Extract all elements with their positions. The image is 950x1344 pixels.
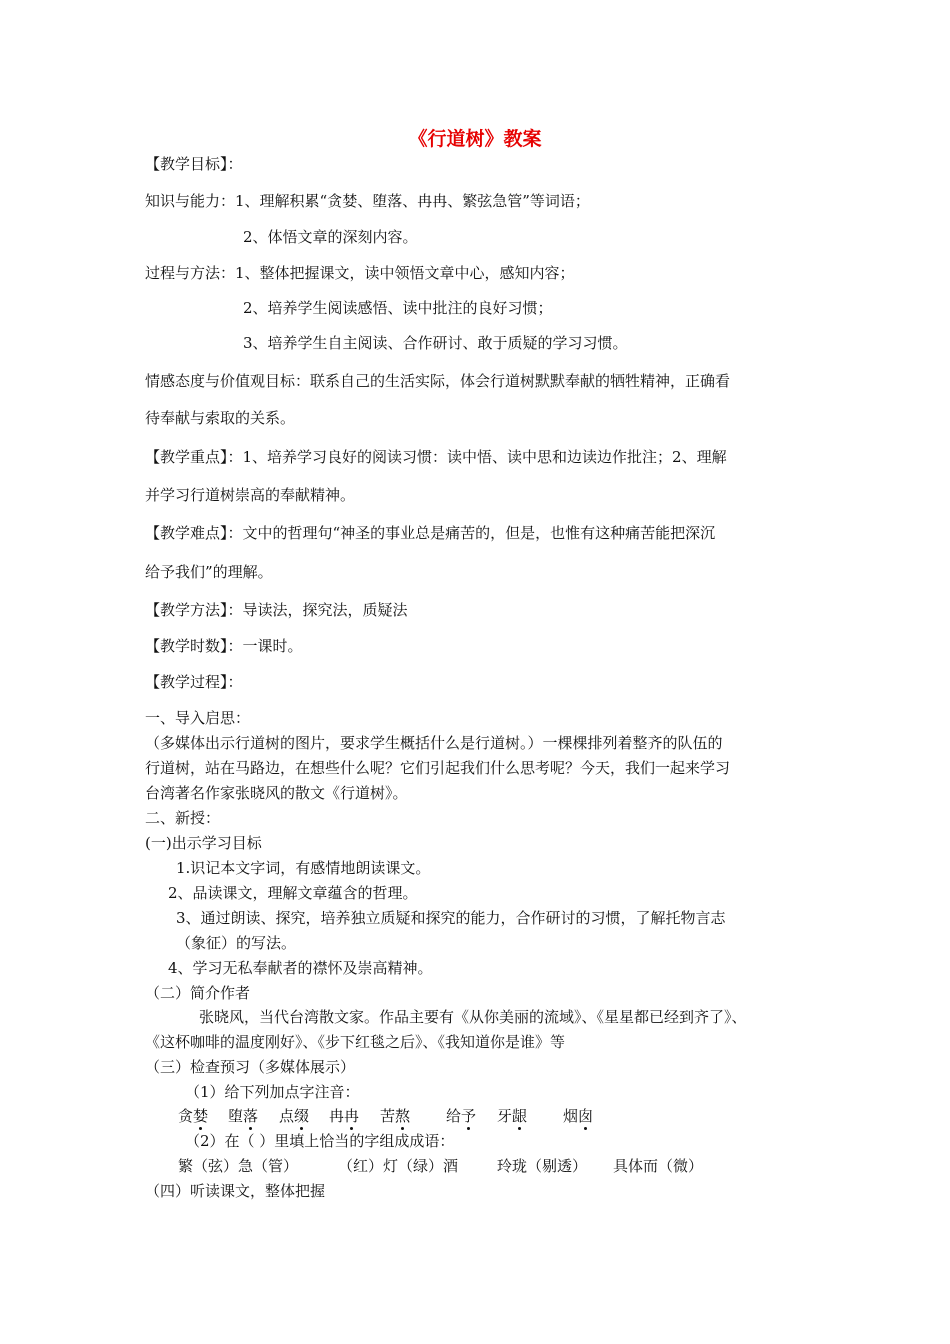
emotion-goal-line-1: 情感态度与价值观目标：联系自己的生活实际，体会行道树默默奉献的牺牲精神，正确看	[145, 372, 731, 390]
pinyin-word: 贪 婪	[178, 1107, 209, 1125]
learning-goal-4: 4、学习无私奉献者的襟怀及崇高精神。	[168, 959, 433, 977]
difficulty-line-1: 【教学难点】：文中的哲理句“神圣的事业总是痛苦的，但是，也惟有这种痛苦能把深沉	[145, 524, 716, 542]
idiom-2: （红）灯（绿）酒	[338, 1157, 459, 1175]
listen-reading-heading: （四）听读课文，整体把握	[145, 1182, 326, 1200]
process-method-line-2: 2、培养学生阅读感悟、读中批注的良好习惯；	[243, 299, 553, 317]
intro-paragraph-line-1: （多媒体出示行道树的图片，要求学生概括什么是行道树。）一棵棵排列着整齐的队伍的	[145, 734, 723, 752]
idiom-4: 具体而（微）	[613, 1157, 704, 1175]
idiom-3: 玲珑（剔透）	[497, 1157, 588, 1175]
pinyin-word: 牙 龈	[497, 1107, 528, 1125]
idiom-1: 繁（弦）急（管）	[178, 1157, 299, 1175]
pinyin-instruction: （1）给下列加点字注音：	[185, 1083, 360, 1101]
pinyin-word: 烟 囱	[563, 1107, 594, 1125]
learning-goal-3-line-2: （象征）的写法。	[176, 934, 297, 952]
knowledge-ability-line-1: 知识与能力：1、理解积累“贪婪、堕落、冉冉、繁弦急管”等词语；	[145, 192, 590, 210]
knowledge-ability-line-2: 2、体悟文章的深刻内容。	[243, 228, 418, 246]
author-paragraph-line-1: 张晓风，当代台湾散文家。作品主要有《从你美丽的流域》、《星星都已经到齐了》、	[199, 1008, 747, 1026]
difficulty-line-2: 给予我们”的理解。	[145, 563, 273, 581]
process-method-line-1: 过程与方法：1、整体把握课文，读中领悟文章中心，感知内容；	[145, 264, 575, 282]
author-paragraph-line-2: 《这杯咖啡的温度刚好》、《步下红毯之后》、《我知道你是谁》等	[145, 1033, 566, 1051]
learning-goal-3-line-1: 3、通过朗读、探究，培养独立质疑和探究的能力，合作研讨的习惯，了解托物言志	[176, 909, 726, 927]
pinyin-word: 冉 冉	[329, 1107, 360, 1125]
learning-goal-2: 2、品读课文，理解文章蕴含的哲理。	[168, 884, 418, 902]
pinyin-word: 点 缀	[279, 1107, 310, 1125]
document-title: 《行道树》教案	[408, 128, 542, 150]
preview-heading: （三）检查预习（多媒体展示）	[145, 1058, 356, 1076]
intro-paragraph-line-2: 行道树，站在马路边，在想些什么呢？它们引起我们什么思考呢？今天，我们一起来学习	[145, 759, 731, 777]
pinyin-word-row	[0, 1106, 950, 1128]
process-method-line-3: 3、培养学生自主阅读、合作研讨、敢于质疑的学习习惯。	[243, 334, 628, 352]
teaching-process-heading: 【教学过程】：	[145, 673, 243, 691]
idiom-row	[0, 1156, 950, 1178]
intro-heading: 一、导入启思：	[145, 709, 251, 727]
intro-paragraph-line-3: 台湾著名作家张晓风的散文《行道树》。	[145, 784, 408, 802]
learning-goal-1: 1.识记本文字词，有感情地朗读课文。	[176, 859, 431, 877]
section-objectives-heading: 【教学目标】：	[145, 155, 243, 173]
key-point-line-1: 【教学重点】：1、培养学习良好的阅读习惯：读中悟、读中思和边读边作批注；2、理解	[145, 448, 727, 466]
new-lesson-heading: 二、新授：	[145, 809, 221, 827]
pinyin-word: 堕 落	[228, 1107, 259, 1125]
key-point-line-2: 并学习行道树崇高的奉献精神。	[145, 486, 356, 504]
emotion-goal-line-2: 待奉献与索取的关系。	[145, 409, 296, 427]
learning-goals-heading: (一)出示学习目标	[145, 834, 262, 852]
author-heading: （二）简介作者	[145, 984, 251, 1002]
pinyin-word: 苦 熬	[380, 1107, 411, 1125]
teaching-hours-line: 【教学时数】：一课时。	[145, 637, 303, 655]
idiom-instruction: （2）在（ ）里填上恰当的字组成成语：	[185, 1132, 455, 1150]
teaching-method-line: 【教学方法】：导读法，探究法，质疑法	[145, 601, 408, 619]
pinyin-word: 给 予	[446, 1107, 477, 1125]
